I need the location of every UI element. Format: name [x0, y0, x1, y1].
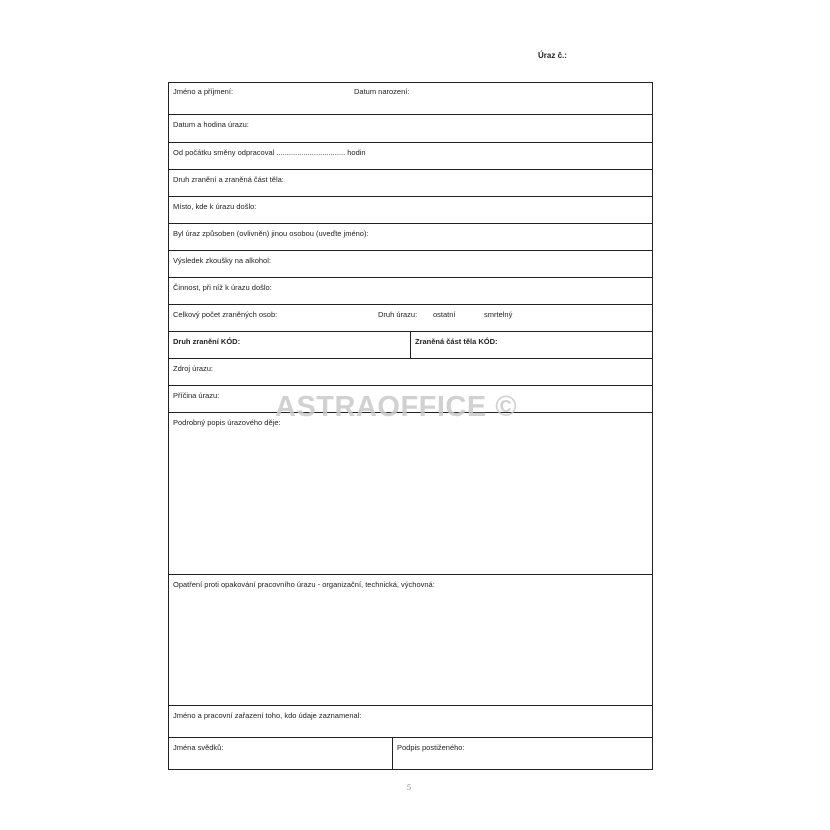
row-measures[interactable]: [169, 575, 652, 706]
alcohol-test-label: Výsledek zkoušky na alkohol:: [173, 256, 271, 265]
witnesses-label: Jména svědků:: [173, 743, 224, 752]
signature-label: Podpis postiženého:: [397, 743, 465, 752]
caused-by-label: Byl úraz způsoben (ovlivněn) jinou osobou (uveďte jméno):: [173, 229, 369, 238]
row-alcohol-test[interactable]: [169, 251, 652, 278]
row-worked-hours[interactable]: [169, 143, 652, 170]
measures-label: Opatření proti opakování pracovního úrazu - organizační, technická, výchovná:: [173, 580, 435, 589]
source-label: Zdroj úrazu:: [173, 364, 214, 373]
injury-code-label: Druh zranění KÓD:: [173, 337, 241, 346]
injury-code-cell[interactable]: [169, 332, 410, 358]
row-recorder[interactable]: [169, 706, 652, 738]
accident-type-label: Druh úrazu:: [378, 310, 418, 319]
page-number: 5: [407, 783, 411, 792]
description-label: Podrobný popis úrazového děje:: [173, 418, 281, 427]
row-injury-type[interactable]: [169, 170, 652, 197]
row-caused-by[interactable]: [169, 224, 652, 251]
accident-type-option-fatal[interactable]: smrtelný: [484, 310, 513, 319]
row-name[interactable]: [169, 83, 652, 115]
row-source[interactable]: [169, 359, 652, 386]
birth-date-label: Datum narození:: [354, 87, 410, 96]
datetime-label: Datum a hodina úrazu:: [173, 120, 249, 129]
place-label: Místo, kde k úrazu došlo:: [173, 202, 257, 211]
body-part-code-cell[interactable]: [410, 332, 653, 358]
witnesses-cell[interactable]: [169, 738, 392, 769]
body-part-code-label: Zraněná část těla KÓD:: [415, 337, 498, 346]
row-description[interactable]: [169, 413, 652, 575]
recorder-label: Jméno a pracovní zařazení toho, kdo údaje zaznamenal:: [173, 711, 362, 720]
accident-record-form: [168, 82, 653, 770]
row-witnesses: [169, 738, 652, 769]
row-datetime[interactable]: [169, 115, 652, 143]
activity-label: Činnost, při níž k úrazu došlo:: [173, 283, 272, 292]
row-injured-count[interactable]: [169, 305, 652, 332]
watermark: ASTRAOFFICE ©: [275, 391, 518, 423]
accident-type-option-other[interactable]: ostatní: [433, 310, 456, 319]
row-codes: [169, 332, 652, 359]
worked-hours-label: Od počátku směny odpracoval ................................. hodin: [173, 148, 366, 157]
accident-number-label: Úraz č.:: [538, 51, 567, 60]
name-label: Jméno a příjmení:: [173, 87, 234, 96]
signature-cell[interactable]: [392, 738, 653, 769]
injured-count-label: Celkový počet zraněných osob:: [173, 310, 278, 319]
row-place[interactable]: [169, 197, 652, 224]
injury-type-label: Druh zranění a zraněná část těla:: [173, 175, 284, 184]
row-activity[interactable]: [169, 278, 652, 305]
cause-label: Příčina úrazu:: [173, 391, 220, 400]
